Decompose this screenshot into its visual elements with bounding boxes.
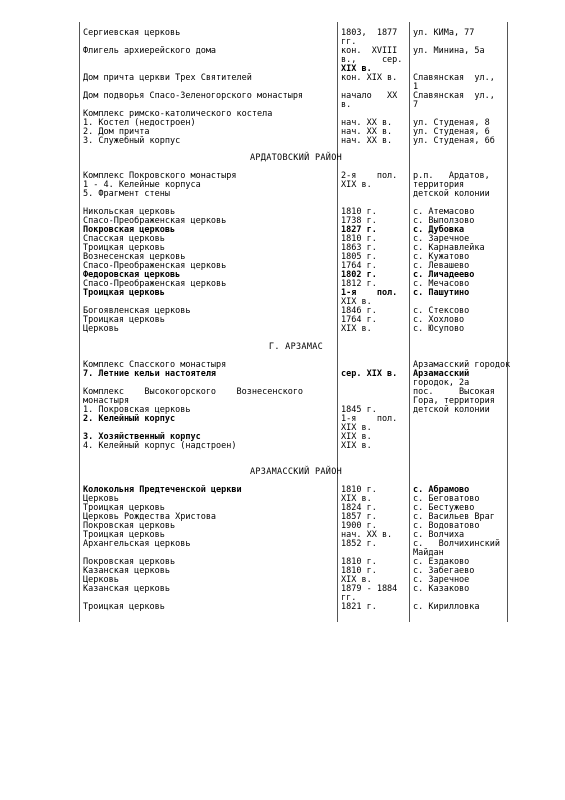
table-row-address: с. Забегаево — [413, 566, 475, 576]
table-row-address: детской колонии — [413, 189, 490, 199]
table-row-object-name: Церковь — [83, 324, 119, 334]
table-border-left — [79, 22, 80, 622]
table-row-address: с. Личадеево — [413, 270, 475, 280]
table-row-date: 1810 г. — [341, 485, 377, 495]
table-row-object-name: 1 - 4. Келейные корпуса — [83, 180, 201, 190]
table-row-date: 2-я пол. — [341, 171, 398, 181]
table-row-date: XIX в. — [341, 64, 372, 74]
table-row-address: с. Атемасово — [413, 207, 475, 217]
table-row-address: Гора, территория — [413, 396, 495, 406]
table-row-address: с. Стексово — [413, 306, 470, 316]
table-row-address: Славянская ул., — [413, 73, 495, 83]
table-row-date: XIX в. — [341, 432, 372, 442]
table-row-address: с. Беговатово — [413, 494, 480, 504]
table-row-date: 1846 г. — [341, 306, 377, 316]
section-heading: АРЗАМАССКИЙ РАЙОН — [249, 467, 343, 477]
table-row-date: начало XX — [341, 91, 398, 101]
table-row-address: с. Ездаково — [413, 557, 470, 567]
table-row-object-name: Покровская церковь — [83, 225, 176, 235]
table-row-object-name: 2. Дом причта — [83, 127, 150, 137]
table-row-object-name: Спасо-Преображенская церковь — [83, 279, 227, 289]
table-row-date: кон. XIX в. — [341, 73, 398, 83]
table-row-object-name: Спасо-Преображенская церковь — [83, 261, 227, 271]
table-row-object-name: 3. Хозяйственный корпус — [83, 432, 201, 442]
table-row-date: XIX в. — [341, 441, 372, 451]
table-row-object-name: Троицкая церковь — [83, 503, 165, 513]
section-heading: Г. АРЗАМАС — [268, 342, 324, 352]
table-row-object-name: Федоровская церковь — [83, 270, 181, 280]
table-row-date: 1827 г. — [341, 225, 377, 235]
section-heading: АРДАТОВСКИЙ РАЙОН — [249, 153, 343, 163]
table-row-date: 1812 г. — [341, 279, 377, 289]
table-row-address: детской колонии — [413, 405, 490, 415]
table-row-date: нач. XX в. — [341, 118, 393, 128]
table-row-object-name: Троицкая церковь — [83, 288, 165, 298]
table-row-date: сер. XIX в. — [341, 369, 398, 379]
table-row-address: с. Казаково — [413, 584, 470, 594]
table-row-date: в. — [341, 100, 352, 110]
table-row-date: 1879 - 1884 — [341, 584, 398, 594]
table-row-object-name: монастыря — [83, 396, 130, 406]
table-row-date: 1821 г. — [341, 602, 377, 612]
table-row-object-name: Покровская церковь — [83, 557, 176, 567]
table-row-date: 1738 г. — [341, 216, 377, 226]
table-row-address: с. Заречное — [413, 234, 470, 244]
table-row-date: 1805 г. — [341, 252, 377, 262]
table-row-date: 1-я пол. — [341, 414, 398, 424]
table-row-object-name: Дом причта церкви Трех Святителей — [83, 73, 252, 83]
table-row-address: с. Дубовка — [413, 225, 465, 235]
table-row-address: Майдан — [413, 548, 444, 558]
table-row-date: 1-я пол. — [341, 288, 398, 298]
table-row-date: XIX в. — [341, 180, 372, 190]
table-row-date: 1810 г. — [341, 557, 377, 567]
table-row-date: 1803, 1877 — [341, 28, 398, 38]
table-row-date: 1810 г. — [341, 207, 377, 217]
table-row-object-name: Вознесенская церковь — [83, 252, 186, 262]
table-row-address: пос. Высокая — [413, 387, 495, 397]
table-row-address: с. Абрамово — [413, 485, 470, 495]
table-row-date: 1900 г. — [341, 521, 377, 531]
table-row-address: с. Мечасово — [413, 279, 470, 289]
table-row-object-name: Троицкая церковь — [83, 243, 165, 253]
table-row-date: 1764 г. — [341, 261, 377, 271]
table-row-date: нач. XX в. — [341, 530, 393, 540]
table-row-object-name: Богоявленская церковь — [83, 306, 191, 316]
table-row-object-name: Троицкая церковь — [83, 530, 165, 540]
table-row-date: 1863 г. — [341, 243, 377, 253]
table-row-date: нач. XX в. — [341, 136, 393, 146]
table-row-date: нач. XX в. — [341, 127, 393, 137]
table-row-address: городок, 2а — [413, 378, 470, 388]
table-row-address: ул. Минина, 5а — [413, 46, 485, 56]
table-row-address: 7 — [413, 100, 419, 110]
table-row-date: 1824 г. — [341, 503, 377, 513]
table-row-date: XIX в. — [341, 494, 372, 504]
table-row-object-name: Спасо-Преображенская церковь — [83, 216, 227, 226]
table-row-address: с. Кужатово — [413, 252, 470, 262]
table-row-object-name: Дом подворья Спасо-Зеленогорского монастыря — [83, 91, 304, 101]
table-row-address: с. Карнавлейка — [413, 243, 485, 253]
table-row-object-name: Троицкая церковь — [83, 315, 165, 325]
table-row-address: с. Выползово — [413, 216, 475, 226]
table-row-address: Арзамасский — [413, 369, 470, 379]
table-row-object-name: 5. Фрагмент стены — [83, 189, 170, 199]
table-row-object-name: Казанская церковь — [83, 566, 170, 576]
table-row-date: XIX в. — [341, 423, 372, 433]
table-row-date: гг. — [341, 593, 357, 603]
table-row-object-name: Комплекс Покровского монастыря — [83, 171, 237, 181]
table-row-address: с. Пашутино — [413, 288, 470, 298]
table-row-date: 1857 г. — [341, 512, 377, 522]
table-row-object-name: Церковь — [83, 575, 119, 585]
table-row-object-name: Никольская церковь — [83, 207, 176, 217]
table-row-address: с. Левашево — [413, 261, 470, 271]
table-row-date: 1852 г. — [341, 539, 377, 549]
table-row-object-name: Церковь Рождества Христова — [83, 512, 217, 522]
table-row-object-name: Казанская церковь — [83, 584, 170, 594]
table-row-address: с. Васильев Враг — [413, 512, 495, 522]
table-row-object-name: 3. Служебный корпус — [83, 136, 181, 146]
table-row-date: 1764 г. — [341, 315, 377, 325]
table-row-object-name: Архангельская церковь — [83, 539, 191, 549]
table-row-address: территория — [413, 180, 465, 190]
table-row-object-name: 2. Келейный корпус — [83, 414, 176, 424]
table-row-address: с. Водоватово — [413, 521, 480, 531]
table-row-address: с. Заречное — [413, 575, 470, 585]
table-row-address: с. Хохлово — [413, 315, 465, 325]
table-row-date: 1802 г. — [341, 270, 377, 280]
table-row-date: 1810 г. — [341, 234, 377, 244]
table-row-date: кон. XVIII — [341, 46, 398, 56]
table-row-address: Арзамасский городок — [413, 360, 511, 370]
table-row-date: XIX в. — [341, 575, 372, 585]
table-row-object-name: 1. Костел (недостроен) — [83, 118, 196, 128]
table-row-address: с. Волчихинский — [413, 539, 500, 549]
column-divider-1 — [337, 22, 338, 622]
table-row-object-name: Комплекс Спасского монастыря — [83, 360, 227, 370]
table-row-object-name: Церковь — [83, 494, 119, 504]
table-row-object-name: Комплекс Высокогорского Вознесенского — [83, 387, 304, 397]
table-row-date: XIX в. — [341, 324, 372, 334]
table-row-object-name: 7. Летние кельи настоятеля — [83, 369, 217, 379]
table-row-date: XIX в. — [341, 297, 372, 307]
table-row-object-name: Колокольня Предтеченской церкви — [83, 485, 242, 495]
table-row-address: с. Волчиха — [413, 530, 465, 540]
table-row-object-name: 1. Покровская церковь — [83, 405, 191, 415]
table-row-address: ул. Студеная, 8 — [413, 118, 490, 128]
table-row-address: Славянская ул., — [413, 91, 495, 101]
table-row-address: с. Бестужево — [413, 503, 475, 513]
table-row-address: р.п. Ардатов, — [413, 171, 490, 181]
table-row-address: с. Юсупово — [413, 324, 465, 334]
table-row-address: с. Кирилловка — [413, 602, 480, 612]
table-border-right — [507, 22, 508, 622]
table-row-date: в., сер. — [341, 55, 403, 65]
table-row-object-name: Сергиевская церковь — [83, 28, 181, 38]
table-row-date: 1810 г. — [341, 566, 377, 576]
table-row-object-name: Флигель архиерейского дома — [83, 46, 217, 56]
table-row-address: ул. Студеная, 6 — [413, 127, 490, 137]
table-row-object-name: Спасская церковь — [83, 234, 165, 244]
table-row-object-name: Комплекс римско-католического костела — [83, 109, 273, 119]
column-divider-2 — [409, 22, 410, 622]
table-row-address: 1 — [413, 82, 419, 92]
table-row-object-name: 4. Келейный корпус (надстроен) — [83, 441, 237, 451]
table-row-object-name: Троицкая церковь — [83, 602, 165, 612]
table-row-address: ул. КИМа, 77 — [413, 28, 475, 38]
table-row-date: 1845 г. — [341, 405, 377, 415]
table-row-address: ул. Студеная, 6б — [413, 136, 495, 146]
table-row-date: гг. — [341, 37, 357, 47]
table-row-object-name: Покровская церковь — [83, 521, 176, 531]
